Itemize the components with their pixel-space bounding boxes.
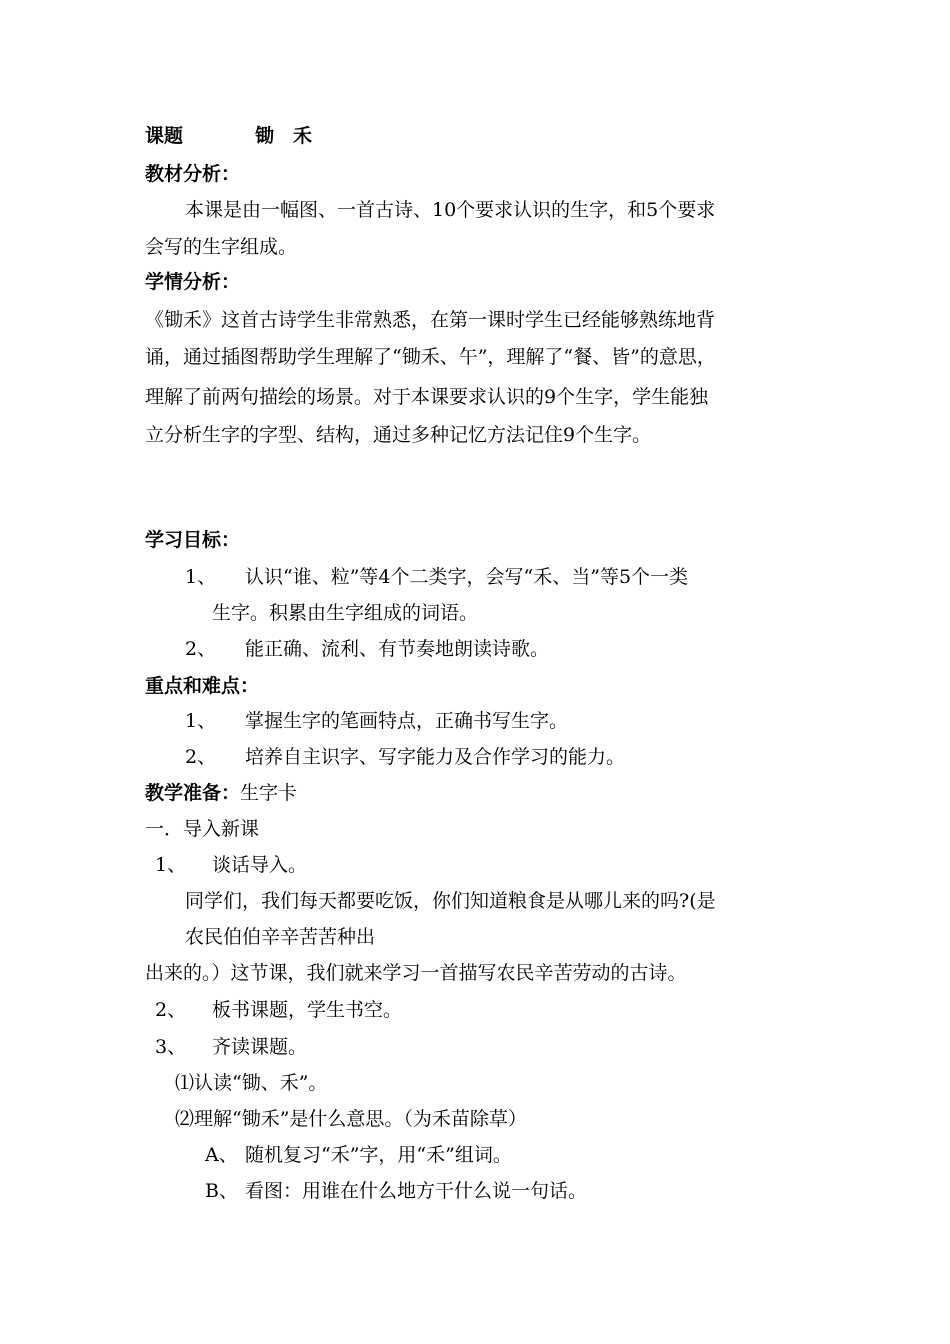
prep-heading: 教学准备：: [145, 782, 241, 804]
goal-2-number: 2、: [185, 638, 217, 660]
goal-1-number: 1、: [185, 566, 217, 588]
keypoints-heading: 重点和难点：: [145, 675, 260, 697]
learner-line-3: 理解了前两句描绘的场景。对于本课要求认识的9个生字，学生能独: [145, 386, 709, 408]
lesson-title: 锄 禾: [255, 125, 313, 147]
step-1-line-2: 农民伯伯辛辛苦苦种出: [185, 926, 376, 948]
step-2-number: 2、: [155, 999, 187, 1021]
learner-line-4: 立分析生字的字型、结构，通过多种记忆方法记住9个生字。: [145, 424, 652, 446]
prep-line: [145, 781, 297, 805]
step-3-number: 3、: [155, 1036, 187, 1058]
keypoint-1-text: 掌握生字的笔画特点，正确书写生字。: [245, 710, 569, 732]
step-1-line-1: 同学们，我们每天都要吃饭，你们知道粮食是从哪儿来的吗?(是: [185, 890, 716, 912]
goal-1-continued: 生字。积累由生字组成的词语。: [212, 602, 479, 624]
learner-heading: 学情分析：: [145, 271, 241, 293]
substep-a-text: 随机复习“禾”字，用“禾”组词。: [245, 1144, 512, 1166]
procedure-part-1: 一．导入新课: [145, 818, 260, 840]
keypoint-1-number: 1、: [185, 710, 217, 732]
material-line-1: 本课是由一幅图、一首古诗、10个要求认识的生字，和5个要求: [185, 199, 716, 221]
substep-b-number: B、: [205, 1180, 238, 1202]
step-1-number: 1、: [155, 854, 187, 876]
keypoint-2-number: 2、: [185, 746, 217, 768]
learner-line-2: 诵，通过插图帮助学生理解了“锄禾、午”，理解了“餐、皆”的意思，: [145, 346, 716, 368]
goals-heading: 学习目标：: [145, 529, 241, 551]
step-1-text: 谈话导入。: [212, 854, 308, 876]
goal-2-text: 能正确、流利、有节奏地朗读诗歌。: [245, 638, 550, 660]
material-heading: 教材分析：: [145, 163, 241, 185]
material-line-2: 会写的生字组成。: [145, 236, 298, 258]
substep-1: ⑴认读“锄、禾”。: [175, 1072, 328, 1094]
substep-2: ⑵理解“锄禾”是什么意思。（为禾苗除草）: [175, 1108, 527, 1130]
lesson-title-label: 课题: [145, 125, 184, 147]
step-3-text: 齐读课题。: [212, 1036, 308, 1058]
learner-line-1: 《锄禾》这首古诗学生非常熟悉，在第一课时学生已经能够熟练地背: [145, 309, 716, 331]
step-1-line-3: 出来的。）这节课，我们就来学习一首描写农民辛苦劳动的古诗。: [145, 962, 687, 984]
substep-a-number: A、: [205, 1144, 238, 1166]
keypoint-2-text: 培养自主识字、写字能力及合作学习的能力。: [245, 746, 626, 768]
prep-text: 生字卡: [240, 782, 298, 804]
step-2-text: 板书课题，学生书空。: [212, 999, 403, 1021]
substep-b-text: 看图：用谁在什么地方干什么说一句话。: [245, 1180, 588, 1202]
goal-1-text: 认识“谁、粒”等4个二类字，会写“禾、当”等5个一类: [245, 566, 689, 588]
